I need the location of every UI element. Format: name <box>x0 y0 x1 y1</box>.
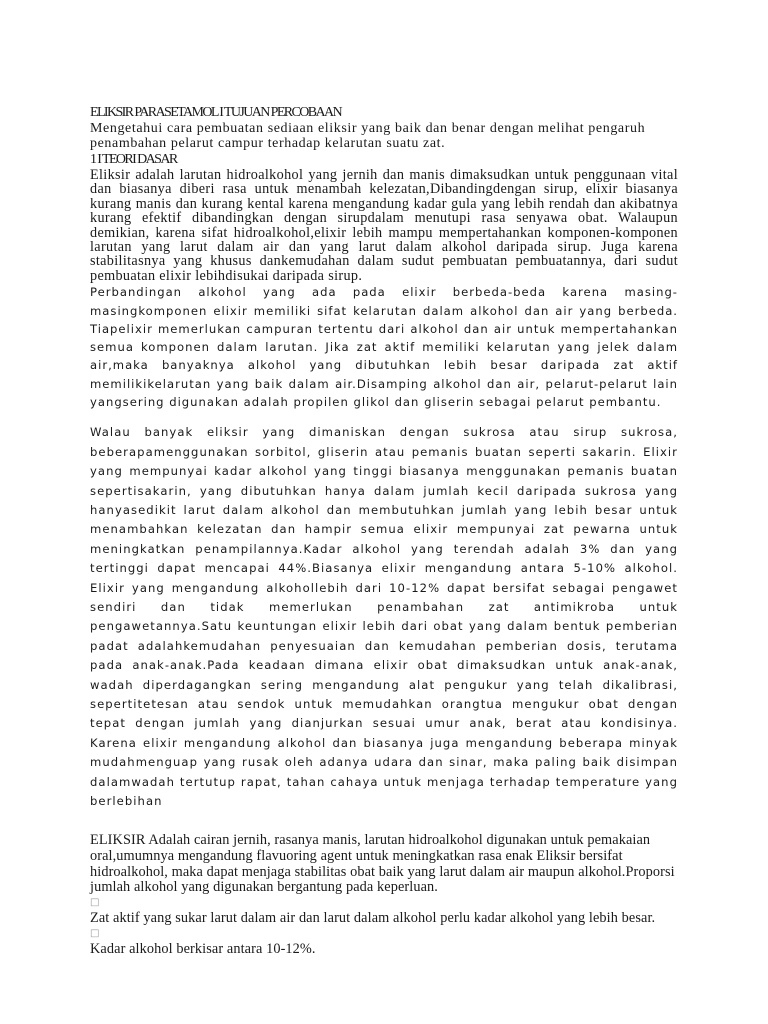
sweetener-paragraph: Walau banyak eliksir yang dimaniskan dengan sukrosa atau sirup sukrosa, beberapamenggunakan sorbitol, gliserin atau pemanis buatan seperti sakarin. Elixir yang mempunyai kadar alkohol yang tinggi biasanya menggunakan pemanis buatan sepertisakarin, yang dibutuhkan hanya dalam jumlah kecil daripada sukrosa yang hanyasedikit larut dalam alkohol dan membutuhkan jumlah yang lebih besar untuk menambahkan kelezatan dan hampir semua elixir mempunyai zat pewarna untuk meningkatkan penampilannya.Kadar alkohol yang terendah adalah 3% dan yang tertinggi dapat mencapai 44%.Biasanya elixir mengandung antara 5-10% alkohol. Elixir yang mengandung alkohollebih dari 10-12% dapat bersifat sebagai pengawet sendiri dan tidak memerlukan penambahan zat antimikroba untuk pengawetannya.Satu keuntungan elixir lebih dari obat yang dalam bentuk pemberian padat adalahkemudahan penyesuaian dan kemudahan pemberian dosis, terutama pada anak-anak.Pada keadaan dimana elixir obat dimaksudkan untuk anak-anak, wadah diperdagangkan sering mengandung alat pengukur yang telah dikalibrasi, sepertitetesan atau sendok untuk memudahkan orangtua mengukur obat dengan tepat dengan jumlah yang dianjurkan sesuai umur anak, berat atau kondisinya. Karena elixir mengandung alkohol dan biasanya juga mengandung beberapa minyak mudahmenguap yang rusak oleh adanya udara dan sinar, maka paling baik disimpan dalamwadah tertutup rapat, tahan cahaya untuk menjaga terhadap temperature yang berlebihan <box>90 425 678 809</box>
section-heading: 1 I TEORI DASAR <box>90 152 177 167</box>
theory-paragraph: Eliksir adalah larutan hidroalkohol yang jernih dan manis dimaksudkan untuk penggunaan vital dan biasanya diberi rasa untuk menambah kelezatan,Dibandingdengan sirup, elixir biasanya kurang manis dan kurang kental karena mengandung kadar gula yang lebih rendah dan akibatnya kurang efektif dibandingkan dengan sirupdalam menutupi rasa senyawa obat. Walaupun demikian, karena sifat hidroalkohol,elixir lebih mampu mempertahankan komponen-komponen larutan yang larut dalam air dan yang larut dalam alkohol daripada sirup. Juga karena stabilitasnya yang khusus dankemudahan dalam sudut pembuatan pembuatannya, dari sudut pembuatan elixir lebihdisukai daripada sirup. <box>90 167 678 284</box>
document-page <box>90 104 678 958</box>
point-1: Zat aktif yang sukar larut dalam air dan larut dalam alkohol perlu kadar alkohol yang lebih besar. <box>90 909 656 926</box>
solvent-paragraph: Perbandingan alkohol yang ada pada elixir berbeda-beda karena masing-masingkomponen elixir memiliki sifat kelarutan dalam alkohol dan air yang berbeda. Tiapelixir memerlukan campuran tertentu dari alkohol dan air untuk mempertahankan semua komponen dalam larutan. Jika zat aktif memiliki kelarutan yang jelek dalam air,maka banyaknya alkohol yang dibutuhkan lebih besar daripada zat aktif memilikikelarutan yang baik dalam air.Disamping alkohol dan air, pelarut-pelarut lain yangsering digunakan adalah propilen glikol dan gliserin sebagai pelarut pembantu. <box>90 285 678 410</box>
document-title: ELIKSIR PARASETAMOL I TUJUAN PERCOBAAN <box>90 105 342 120</box>
bullet-box-icon: □ <box>90 896 100 908</box>
definition-paragraph: ELIKSIR Adalah cairan jernih, rasanya manis, larutan hidroalkohol digunakan untuk pemakaian oral,umumnya mengandung flavuoring agent untuk meningkatkan rasa enak Eliksir bersifat hidroalkohol, maka dapat menjaga stabilitas obat baik yang larut dalam air maupun alkohol.Proporsi jumlah alkohol yang digunakan bergantung pada keperluan. <box>90 832 675 896</box>
point-2: Kadar alkohol berkisar antara 10-12%. <box>90 940 316 957</box>
objective-paragraph: Mengetahui cara pembuatan sediaan eliksir yang baik dan benar dengan melihat pengaruh penambahan pelarut campur terhadap kelarutan suatu zat. <box>90 121 646 151</box>
bullet-box-icon: □ <box>90 927 100 939</box>
